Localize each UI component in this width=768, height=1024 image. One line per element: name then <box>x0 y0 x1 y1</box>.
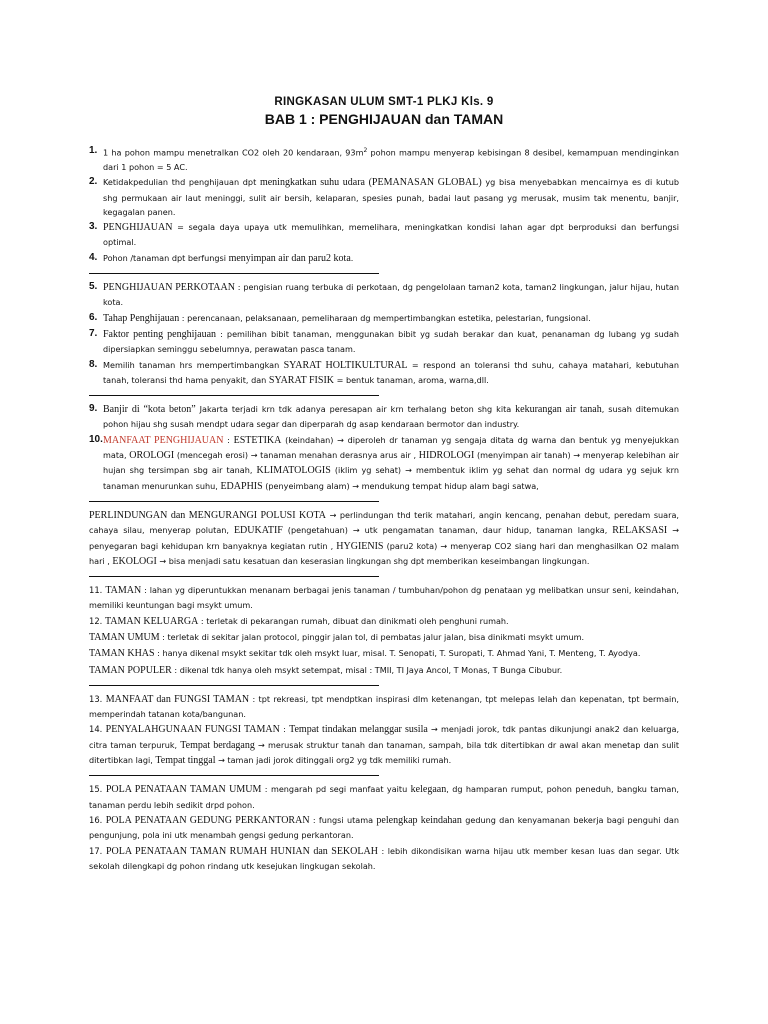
body-text: = respond an toleransi thd suhu, cahaya matahari, kebutuhan tanah, toleransi thd hama penyakit, dan <box>103 359 679 385</box>
item-number: 16. <box>89 814 106 825</box>
body-text: = segala daya upaya utk memulihkan, memelihara, meningkatkan kondisi lahan agar dpt berproduksi dan berfungsi optimal. <box>103 222 679 248</box>
section-divider <box>89 576 379 577</box>
list-item <box>89 844 679 874</box>
body-text: gedung dan kenyamanan bekerja bagi penguhi dan pengunjung, pola ini utk menambah gengsi gedung perkantoran. <box>89 814 680 841</box>
term-text: Faktor penting penghijauan <box>103 328 217 340</box>
body-text: Memilih tanaman hrs mempertimbangkan <box>103 359 284 370</box>
item-number: 11. <box>89 585 106 596</box>
term-text: PENGHIJAUAN <box>103 222 173 234</box>
term-text: PENYALAHGUNAAN FUNGSI TAMAN <box>105 724 280 736</box>
term-text: EDUKATIF <box>233 525 283 537</box>
term-text: TAMAN KHAS <box>89 648 155 660</box>
term-text: HYGIENIS <box>336 540 384 552</box>
body-text: (iklim yg sehat) → membentuk iklim yg sehat dan normal dg udara yg sejuk krn tanaman menurunkan suhu, <box>103 465 679 491</box>
list-item <box>89 782 679 812</box>
term-text: menyimpan air dan paru2 kota <box>228 252 351 264</box>
list-item <box>89 280 679 310</box>
body-text: : mengarah pd segi manfaat yaitu <box>261 784 411 795</box>
body-text: : <box>279 724 290 735</box>
body-text: : pemilihan bibit tanaman, menggunakan bibit yg sudah berakar dan kuat, penanaman dg lubang yg sudah dipersiapkan seminggu sebelumnya, perawatan pasca tanam. <box>103 328 679 355</box>
body-text: = bentuk tanaman, aroma, warna,dll. <box>334 374 489 385</box>
body-text: : terletak di sekitar jalan protocol, pinggir jalan tol, di pembatas jalur jalan, bisa dinikmati msykt umum. <box>159 632 585 642</box>
list-item <box>89 630 679 645</box>
item-number: 5. <box>89 281 98 293</box>
term-text: POLA PENATAAN TAMAN UMUM <box>105 784 262 796</box>
body-text: Pohon /tanaman dpt berfungsi <box>103 252 229 263</box>
body-text: : lahan yg diperuntukkan menanam berbagai jenis tanaman / tumbuhan/pohon dg penataan yg melibatkan unsur seni, keindahan, memiliki keuntungan bagi msykt umum. <box>89 585 679 611</box>
term-text: EDAPHIS <box>220 480 263 492</box>
section-divider <box>89 775 379 776</box>
term-text: OROLOGI <box>129 450 175 462</box>
term-text: TAMAN <box>105 585 142 597</box>
body-text: → merusak struktur tanah dan tanaman, sampah, bila tdk ditertibkan dr awal akan menetap dan sulit ditertibkan lagi, <box>89 739 679 766</box>
body-text: : fungsi utama <box>309 814 377 825</box>
item-number: 8. <box>89 358 98 370</box>
list-item <box>89 220 679 250</box>
term-text: MANFAAT dan FUNGSI TAMAN <box>105 693 250 705</box>
body-text: (mencegah erosi) → tanaman menahan derasnya arus air , <box>174 450 419 461</box>
item-number: 13. <box>89 693 106 704</box>
term-text: PENGHIJAUAN PERKOTAAN <box>103 282 235 294</box>
list-item <box>89 614 679 629</box>
term-text: kekurangan air tanah <box>515 404 602 416</box>
body-text: , dg hamparan rumput, pohon peneduh, bangku taman, tanaman perdu lebih sedikit drpd pohon. <box>89 784 680 810</box>
body-text: → taman jadi jorok ditinggali org2 yg tdk memiliki rumah. <box>215 755 452 766</box>
body-text: yg bisa menyebabkan mencairnya es di kutub shg permukaan air laut meninggi, sulit air bersih, kelaparan, spesies punah, badai laut pasang yg merusak, musim tak menentu, banjir, kegagalan panen. <box>103 177 679 217</box>
term-text: ESTETIKA <box>233 434 282 446</box>
term-text: PERLINDUNGAN dan MENGURANGI POLUSI KOTA <box>89 509 327 521</box>
term-text: Tahap Penghijauan <box>103 312 180 324</box>
section-divider <box>89 273 379 274</box>
item-number: 12. <box>89 615 105 626</box>
list-item <box>89 508 679 569</box>
item-number: 15. <box>89 784 106 795</box>
item-number: 3. <box>89 221 98 233</box>
term-text: kelegaan <box>410 784 447 796</box>
term-text: MANFAAT PENGHIJAUAN <box>103 434 224 446</box>
body-text: : <box>223 434 234 445</box>
body-text: . <box>350 252 354 263</box>
item-number: 2. <box>89 176 98 188</box>
list-item <box>89 327 679 357</box>
body-text: (pengetahuan) → utk pengamatan tanaman, daur hidup, tanaman langka, <box>282 525 613 536</box>
term-text: Banjir di “kota beton” <box>103 404 196 416</box>
list-item <box>89 722 679 768</box>
list-item <box>89 692 679 722</box>
body-text: : pengisian ruang terbuka di perkotaan, dg pengelolaan taman2 kota, taman2 lingkungan, jalur hijau, hutan kota. <box>103 282 679 308</box>
body-text: pohon mampu menyerap kebisingan 8 desibel, kemampuan mendinginkan dari 1 pohon = 5 AC. <box>103 147 679 172</box>
document-subtitle: RINGKASAN ULUM SMT-1 PLKJ Kls. 9 <box>274 96 494 108</box>
item-number: 6. <box>89 311 98 323</box>
body-text: : perencanaan, pelaksanaan, pemeliharaan dg mempertimbangkan estetika, pelestarian, fungsional. <box>179 312 591 323</box>
section-divider <box>89 395 379 396</box>
body-text: → bisa menjadi satu kesatuan dan keserasian lingkungan shg dpt memberikan keseimbangan lingkungan. <box>156 555 590 566</box>
term-text: HIDROLOGI <box>418 450 475 462</box>
body-text: : lebih dikondisikan warna hijau utk member kesan luas dan segar. Utk sekolah dilengkapi dg pohon rindang utk kesejukan lingkugan sekolah. <box>89 845 680 871</box>
item-number: 14. <box>89 724 106 735</box>
list-item <box>89 663 679 678</box>
body-text: → penyegaran bagi kehidupan krn banyaknya kegiatan rutin , <box>89 525 679 551</box>
section-divider <box>89 685 379 686</box>
item-number: 7. <box>89 327 98 339</box>
body-text: : terletak di pekarangan rumah, dibuat dan dinikmati oleh penghuni rumah. <box>198 615 509 626</box>
term-text: Tempat tinggal <box>155 755 216 767</box>
item-number: 1. <box>89 145 98 156</box>
term-text: RELAKSASI <box>612 525 668 537</box>
term-text: Tempat berdagang <box>180 739 255 751</box>
section-divider <box>89 501 379 502</box>
item-number: 9. <box>89 403 98 415</box>
list-item <box>89 311 679 326</box>
term-text: TAMAN UMUM <box>89 632 160 643</box>
body-text: Jakarta terjadi krn tdk adanya peresapan air krn terhalang beton shg kita <box>195 404 516 415</box>
body-text: (menyimpan air tanah) → menyerap kelebihan air hujan shg tersimpan sbg air tanah, <box>103 450 679 476</box>
term-text: meningkatkan suhu udara (PEMANASAN GLOBAL) <box>259 177 482 189</box>
item-number: 4. <box>89 251 98 263</box>
list-item <box>89 646 679 661</box>
term-text: SYARAT HOLTIKULTURAL <box>283 359 408 371</box>
item-number: 17. <box>89 845 106 856</box>
document-body <box>89 144 679 874</box>
term-text: Tempat tindakan melanggar susila <box>289 724 428 736</box>
term-text: TAMAN POPULER <box>89 664 172 676</box>
list-item <box>89 144 679 174</box>
body-text: 2 <box>363 147 368 154</box>
list-item <box>89 402 679 432</box>
body-text: : dikenal tdk hanya oleh msykt setempat, misal : TMII, TI Jaya Ancol, T Monas, T Bunga Cibubur. <box>171 664 563 675</box>
body-text: 1 ha pohon mampu menetralkan CO2 oleh 20 kendaraan, 93m <box>103 147 364 158</box>
body-text: (paru2 kota) → menyerap CO2 siang hari dan menghasilkan O2 malam hari , <box>89 540 679 566</box>
term-text: TAMAN KELUARGA <box>104 615 199 627</box>
body-text: (penyeimbang alam) → mendukung tempat hidup alam bagi satwa, <box>262 480 539 491</box>
item-number: 10. <box>89 433 103 445</box>
list-item <box>89 583 679 613</box>
body-text: , susah ditemukan pohon hijau shg susah mendpt udara segar dan diperparah dg asap kendaraan bermotor dan industry. <box>103 404 679 430</box>
term-text: EKOLOGI <box>112 555 157 567</box>
term-text: pelengkap keindahan <box>376 814 462 826</box>
document-title: BAB 1 : PENGHIJAUAN dan TAMAN <box>264 111 504 127</box>
list-item <box>89 175 679 219</box>
body-text: : hanya dikenal msykt sekitar tdk oleh msykt luar, misal. T. Senopati, T. Suropati, T. Ahmad Yani, T. Menteng, T. Ayodya. <box>154 648 641 659</box>
body-text: (keindahan) → diperoleh dr tanaman yg sengaja ditata dg warna dan bentuk yg menyejukkan mata, <box>103 434 679 461</box>
body-text: → menjadi jorok, tdk pantas dikunjungi anak2 dan keluarga, citra taman terpuruk, <box>89 724 680 750</box>
list-item <box>89 813 679 843</box>
term-text: SYARAT FISIK <box>268 374 335 386</box>
body-text: : tpt rekreasi, tpt mendptkan inspirasi dlm ketenangan, tpt melepas lelah dan kepenatan, tpt bermain, memperindah tatanan kota/bangunan. <box>89 693 679 720</box>
term-text: POLA PENATAAN GEDUNG PERKANTORAN <box>105 814 310 826</box>
list-item <box>89 251 679 266</box>
body-text: → perlindungan thd terik matahari, angin kencang, penahan debut, peredam suara, cahaya silau, menyerap polutan, <box>89 509 679 536</box>
list-item <box>89 358 679 389</box>
body-text: Ketidakpedulian thd penghijauan dpt <box>103 177 260 188</box>
term-text: POLA PENATAAN TAMAN RUMAH HUNIAN dan SEKOLAH <box>105 845 378 857</box>
term-text: KLIMATOLOGIS <box>256 465 331 477</box>
list-item <box>89 433 679 494</box>
